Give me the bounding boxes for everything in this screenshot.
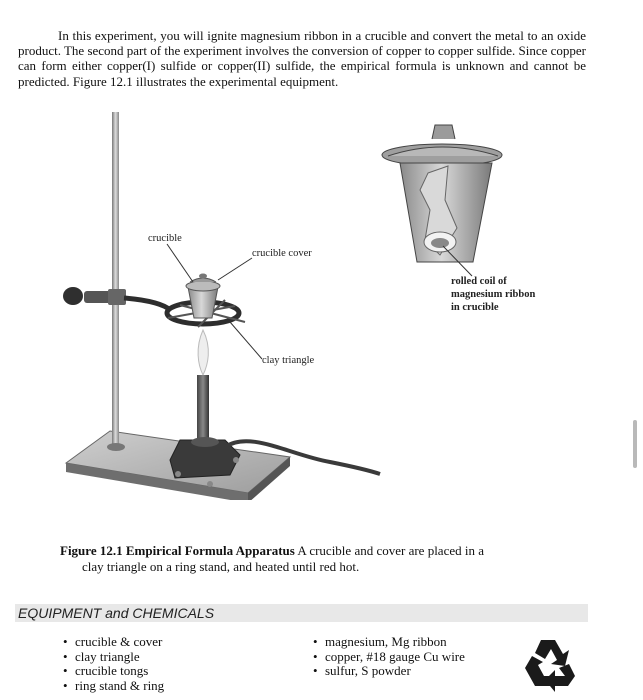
label-crucible: crucible [148,233,182,244]
list-item: • ring stand & ring [63,679,164,694]
list-item: • copper, #18 gauge Cu wire [313,650,465,665]
bunsen-burner [170,375,240,487]
figure-caption [60,543,560,574]
intro-paragraph: In this experiment, you will ignite magnesium ribbon in a crucible and convert the metal to an oxide product. The second part of the experiment involves the conversion of copper to copper sulfide. Since copper can form either copper(I) sulfide or copper(II) sulfide, the empirical formula is unknown and cannot be predicted. Figure 12.1 illustrates the experimental equipment. [18,28,586,89]
list-item: • crucible tongs [63,664,164,679]
list-item: • sulfur, S powder [313,664,465,679]
label-ribbon-2: magnesium ribbon [451,289,536,300]
list-item: • clay triangle [63,650,164,665]
list-item: • crucible & cover [63,635,164,650]
recycle-icon [517,634,579,696]
ring-clamp [63,287,126,305]
burner-flame [198,330,208,375]
inset-crucible [382,125,502,262]
caption-text-1: A crucible and cover are placed in a [297,543,485,558]
apparatus-illustration [0,100,643,500]
equipment-heading: EQUIPMENT and CHEMICALS [15,604,588,622]
list-item: • magnesium, Mg ribbon [313,635,465,650]
caption-title: Figure 12.1 Empirical Formula Apparatus [60,543,295,558]
equipment-list-right [313,635,465,679]
caption-text-2: clay triangle on a ring stand, and heated until red hot. [82,558,360,574]
label-ribbon-1: rolled coil of [451,276,507,287]
scrollbar-thumb[interactable] [633,420,637,468]
ring-stand-rod [112,112,119,447]
label-clay-triangle: clay triangle [262,355,315,366]
label-crucible-cover: crucible cover [252,248,312,259]
label-ribbon-3: in crucible [451,302,499,313]
equipment-list-left [63,635,164,693]
